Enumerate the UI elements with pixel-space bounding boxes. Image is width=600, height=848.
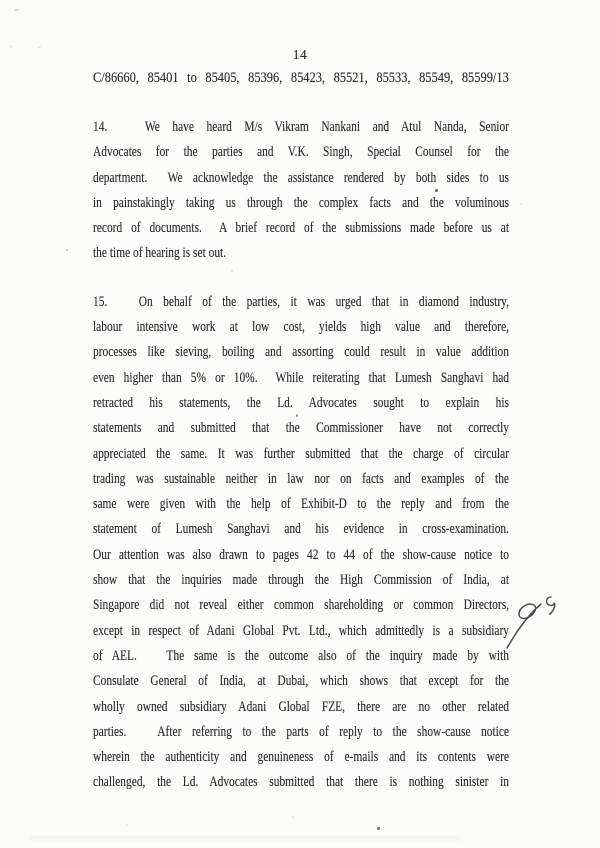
text-line: record of documents. A brief record of the submissions made before us at xyxy=(93,220,509,237)
paragraph-15 xyxy=(93,290,509,796)
text-line: 15. On behalf of the parties, it was urged that in diamond industry, xyxy=(93,293,509,310)
text-line: even higher than 5% or 10%. While reiterating that Lumesh Sanghavi had xyxy=(93,369,509,386)
text-line: challenged, the Ld. Advocates submitted that there is nothing sinister in xyxy=(93,774,509,791)
text-line: Our attention was also drawn to pages 42 to 44 of the show-cause notice to xyxy=(93,546,509,563)
text-line: same were given with the help of Exhibit-D to the reply and from the xyxy=(93,496,509,513)
text-line: statement of Lumesh Sanghavi and his evidence in cross-examination. xyxy=(93,521,509,538)
text-line: the time of hearing is set out. xyxy=(93,245,227,262)
document-body xyxy=(93,115,509,796)
scan-speck xyxy=(126,824,128,826)
text-line: in painstakingly taking us through the complex facts and the voluminous xyxy=(93,194,509,211)
scan-speck xyxy=(231,270,233,272)
text-line: department. We acknowledge the assistance rendered by both sides to us xyxy=(93,169,509,186)
text-line: wholly owned subsidiary Adani Global FZE, there are no other related xyxy=(93,698,509,715)
text-line: of AEL. The same is the outcome also of the inquiry made by with xyxy=(93,647,509,664)
text-line: labour intensive work at low cost, yields high value and therefore, xyxy=(93,319,509,336)
text-line: trading was sustainable neither in law nor on facts and examples of the xyxy=(93,470,509,487)
text-line: 14. We have heard M/s Vikram Nankani and Atul Nanda, Senior xyxy=(93,119,509,135)
scan-speck xyxy=(520,203,522,205)
text-line: wherein the authenticity and genuineness of e-mails and its contents were xyxy=(93,749,509,766)
page-number: 14 xyxy=(292,47,308,62)
text-line: Singapore did not reveal either common shareholding or common Directors, xyxy=(93,597,509,614)
text-line: retracted his statements, the Ld. Advocates sought to explain his xyxy=(93,394,509,411)
scan-speck xyxy=(296,414,298,417)
text-line: show that the inquiries made through the High Commission of India, at xyxy=(93,572,509,589)
text-line: statements and submitted that the Commissioner have not correctly xyxy=(93,420,509,437)
text-line: processes like sieving, boiling and assorting could result in value addition xyxy=(93,344,509,361)
scan-smudge xyxy=(30,836,460,840)
text-line: Consulate General of India, at Dubai, which shows that except for the xyxy=(93,673,509,690)
text-line: parties. After referring to the parts of reply to the show-cause notice xyxy=(93,723,509,740)
scan-speck xyxy=(10,45,12,48)
handwritten-initials xyxy=(503,592,561,654)
scan-speck xyxy=(14,9,19,11)
case-reference-line: C/86660, 85401 to 85405, 85396, 85423, 85521, 85533, 85549, 85599/13 xyxy=(93,70,509,86)
text-line: except in respect of Adani Global Pvt. Ltd., which admittedly is a subsidiary xyxy=(93,622,509,639)
paragraph-14 xyxy=(93,115,509,267)
scan-speck xyxy=(292,816,294,818)
text-line: Advocates for the parties and V.K. Singh, Special Counsel for the xyxy=(93,144,509,161)
scan-speck xyxy=(377,827,380,830)
text-line: appreciated the same. It was further submitted that the charge of circular xyxy=(93,445,509,462)
scan-speck xyxy=(435,189,438,192)
scan-speck xyxy=(37,46,41,48)
scan-speck xyxy=(66,249,68,251)
